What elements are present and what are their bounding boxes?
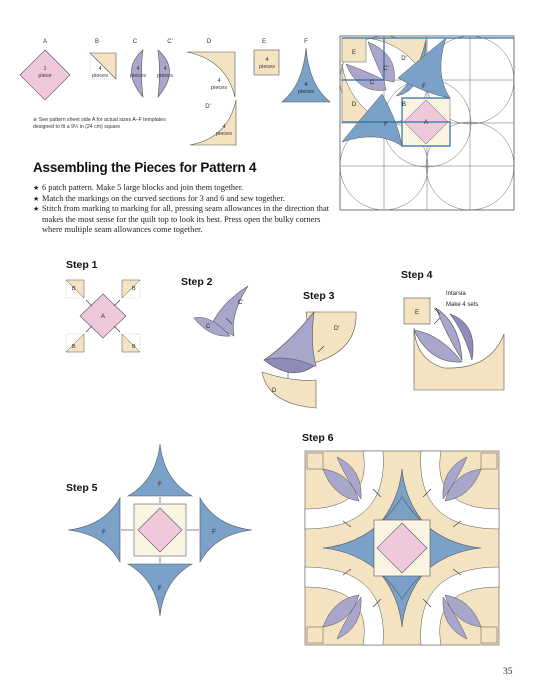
step-2-title: Step 2	[181, 276, 213, 288]
step-6-diagram	[303, 449, 503, 649]
pattern-note: ※ See pattern sheet side A for actual sizes A–F templates designed to fit a 9½ in (24 cm) square	[33, 117, 166, 130]
piece-b-unit: pieces	[92, 73, 108, 79]
intarsia-label: Intarsia	[446, 291, 466, 297]
block-label-dp: D'	[401, 56, 407, 62]
block-label-d: D	[351, 102, 357, 108]
piece-d-count: 4	[217, 78, 221, 84]
step5-label-f-left: F	[102, 530, 106, 536]
instruction-2: ★ Match the markings on the curved sections for 3 and 6 and sew together.	[33, 194, 333, 205]
step-4-diagram	[400, 294, 510, 394]
step4-label-e: E	[414, 310, 420, 316]
step2-label-cp: C'	[238, 300, 244, 306]
step2-label-c: C	[206, 324, 211, 330]
piece-f-count: 4	[304, 82, 308, 88]
step1-label-b1: B	[72, 286, 76, 292]
piece-d-unit: pieces	[211, 85, 227, 91]
piece-dp-count: 4	[222, 124, 226, 130]
step-3-diagram	[258, 304, 368, 414]
piece-e-count: 4	[265, 57, 269, 63]
step5-label-f-bottom: F	[158, 586, 162, 592]
piece-cp-letter: C'	[167, 39, 173, 45]
piece-a-letter: A	[42, 39, 48, 45]
make-sets-label: Make 4 sets	[446, 302, 479, 308]
step5-label-f-top: F	[158, 482, 162, 488]
piece-e-letter: E	[261, 39, 267, 45]
step1-label-b2: B	[132, 286, 136, 292]
piece-f-unit: pieces	[298, 89, 314, 95]
step-1-diagram	[62, 276, 144, 356]
instruction-1: ★ 6 patch pattern. Make 5 large blocks and join them together.	[33, 183, 333, 194]
block-label-b: B	[401, 102, 407, 108]
piece-c-letter: C	[132, 39, 138, 45]
block-label-cp: C'	[383, 66, 389, 72]
piece-cp-unit: pieces	[157, 73, 173, 79]
step3-label-dp: D'	[334, 326, 340, 332]
block-label-f1: F	[422, 84, 426, 90]
piece-f-letter: F	[304, 39, 308, 45]
step5-label-f-right: F	[212, 530, 216, 536]
pattern-pieces	[0, 0, 340, 115]
piece-dp-unit: pieces	[216, 131, 232, 137]
piece-b-count: 4	[98, 66, 102, 72]
piece-cp-count: 4	[163, 66, 167, 72]
piece-c-count: 4	[136, 66, 140, 72]
section-heading: Assembling the Pieces for Pattern 4	[33, 160, 257, 175]
piece-a-unit: piece	[38, 73, 52, 79]
instruction-3: ★ Stitch from marking to marking for all, pressing seam allowances in the direction that makes the most sense for the quilt top to look its best. Press open the bulky corners where multiple seam allowances come together.	[33, 204, 333, 236]
piece-b-letter: B	[94, 39, 100, 45]
piece-a-count: 1	[43, 66, 47, 72]
step-1-title: Step 1	[66, 259, 98, 271]
step1-label-b4: B	[132, 344, 136, 350]
piece-d-letter: D	[206, 39, 212, 45]
piece-dp-letter: D'	[205, 104, 211, 110]
step-5-diagram	[64, 440, 264, 620]
step1-label-b3: B	[72, 344, 76, 350]
piece-dprime	[188, 98, 248, 148]
block-label-f2: F	[384, 122, 388, 128]
step1-label-a: A	[100, 314, 106, 320]
page-number: 35	[503, 667, 513, 677]
block-diagram	[338, 34, 518, 214]
block-label-c: C	[369, 80, 375, 86]
piece-dp-shape	[190, 100, 236, 145]
piece-c-unit: pieces	[130, 73, 146, 79]
instructions-list	[33, 183, 333, 236]
step-2-diagram	[190, 284, 260, 344]
block-label-a: A	[423, 120, 429, 126]
step-4-title: Step 4	[401, 269, 433, 281]
step3-label-d: D	[272, 388, 277, 394]
step-5-title: Step 5	[66, 482, 98, 494]
piece-e-unit: pieces	[259, 64, 275, 70]
block-label-e: E	[351, 50, 357, 56]
step-6-title: Step 6	[302, 432, 334, 444]
step-3-title: Step 3	[303, 290, 335, 302]
